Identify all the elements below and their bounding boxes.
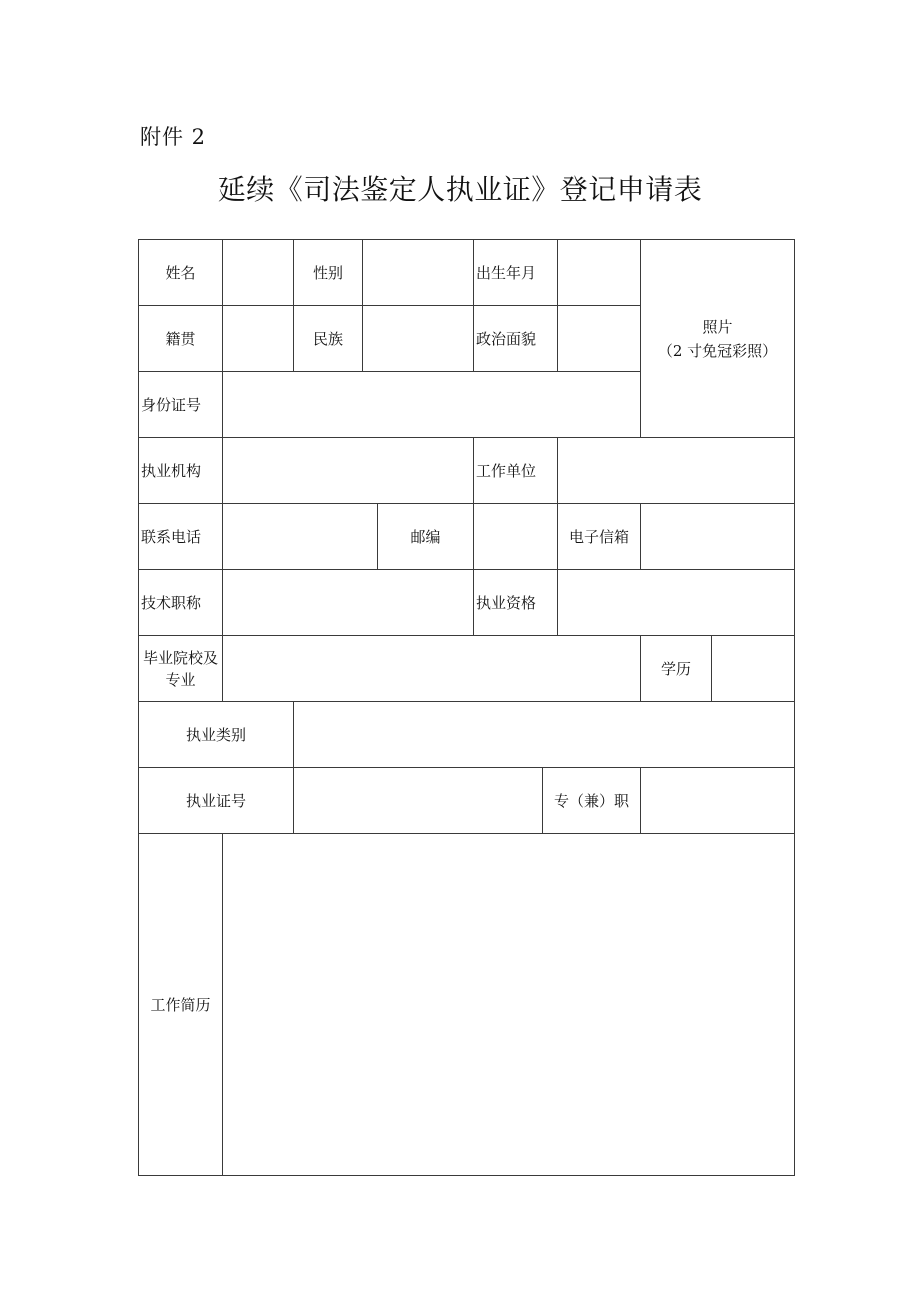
practice-category-field[interactable] — [294, 702, 795, 768]
name-field[interactable] — [223, 240, 294, 306]
school-label-line2: 专业 — [165, 670, 196, 689]
school-major-label — [139, 636, 223, 702]
title-rank-field[interactable] — [223, 570, 474, 636]
email-label: 电子信箱 — [558, 504, 641, 570]
school-label-line1: 毕业院校及 — [142, 648, 218, 667]
native-place-label: 籍贯 — [139, 306, 223, 372]
native-place-field[interactable] — [223, 306, 294, 372]
fulltime-label: 专（兼）职 — [543, 768, 641, 834]
photo-label: 照片 — [702, 317, 733, 336]
ethnicity-label: 民族 — [294, 306, 363, 372]
institution-label: 执业机构 — [139, 438, 223, 504]
work-unit-label: 工作单位 — [474, 438, 558, 504]
id-number-field[interactable] — [223, 372, 641, 438]
phone-label: 联系电话 — [139, 504, 223, 570]
postcode-field[interactable] — [474, 504, 558, 570]
license-number-label: 执业证号 — [139, 768, 294, 834]
photo-note: （2 寸免冠彩照） — [657, 341, 778, 360]
work-history-label: 工作简历 — [139, 834, 223, 1176]
ethnicity-field[interactable] — [363, 306, 474, 372]
attachment-label: 附件 2 — [140, 125, 207, 149]
education-field[interactable] — [712, 636, 795, 702]
email-field[interactable] — [641, 504, 795, 570]
gender-label: 性别 — [294, 240, 363, 306]
fulltime-field[interactable] — [641, 768, 795, 834]
work-history-field[interactable] — [223, 834, 795, 1176]
phone-field[interactable] — [223, 504, 378, 570]
id-number-label: 身份证号 — [139, 372, 223, 438]
title-rank-label: 技术职称 — [139, 570, 223, 636]
education-label: 学历 — [641, 636, 712, 702]
institution-field[interactable] — [223, 438, 474, 504]
birth-label: 出生年月 — [474, 240, 558, 306]
political-status-label: 政治面貌 — [474, 306, 558, 372]
name-label: 姓名 — [139, 240, 223, 306]
practice-category-label: 执业类别 — [139, 702, 294, 768]
political-status-field[interactable] — [558, 306, 641, 372]
photo-area[interactable] — [641, 240, 795, 438]
school-major-field[interactable] — [223, 636, 641, 702]
registration-form-table — [138, 239, 795, 1176]
license-number-field[interactable] — [294, 768, 543, 834]
qualification-label: 执业资格 — [474, 570, 558, 636]
gender-field[interactable] — [363, 240, 474, 306]
qualification-field[interactable] — [558, 570, 795, 636]
birth-field[interactable] — [558, 240, 641, 306]
form-title: 延续《司法鉴定人执业证》登记申请表 — [217, 173, 703, 206]
postcode-label: 邮编 — [378, 504, 474, 570]
work-unit-field[interactable] — [558, 438, 795, 504]
